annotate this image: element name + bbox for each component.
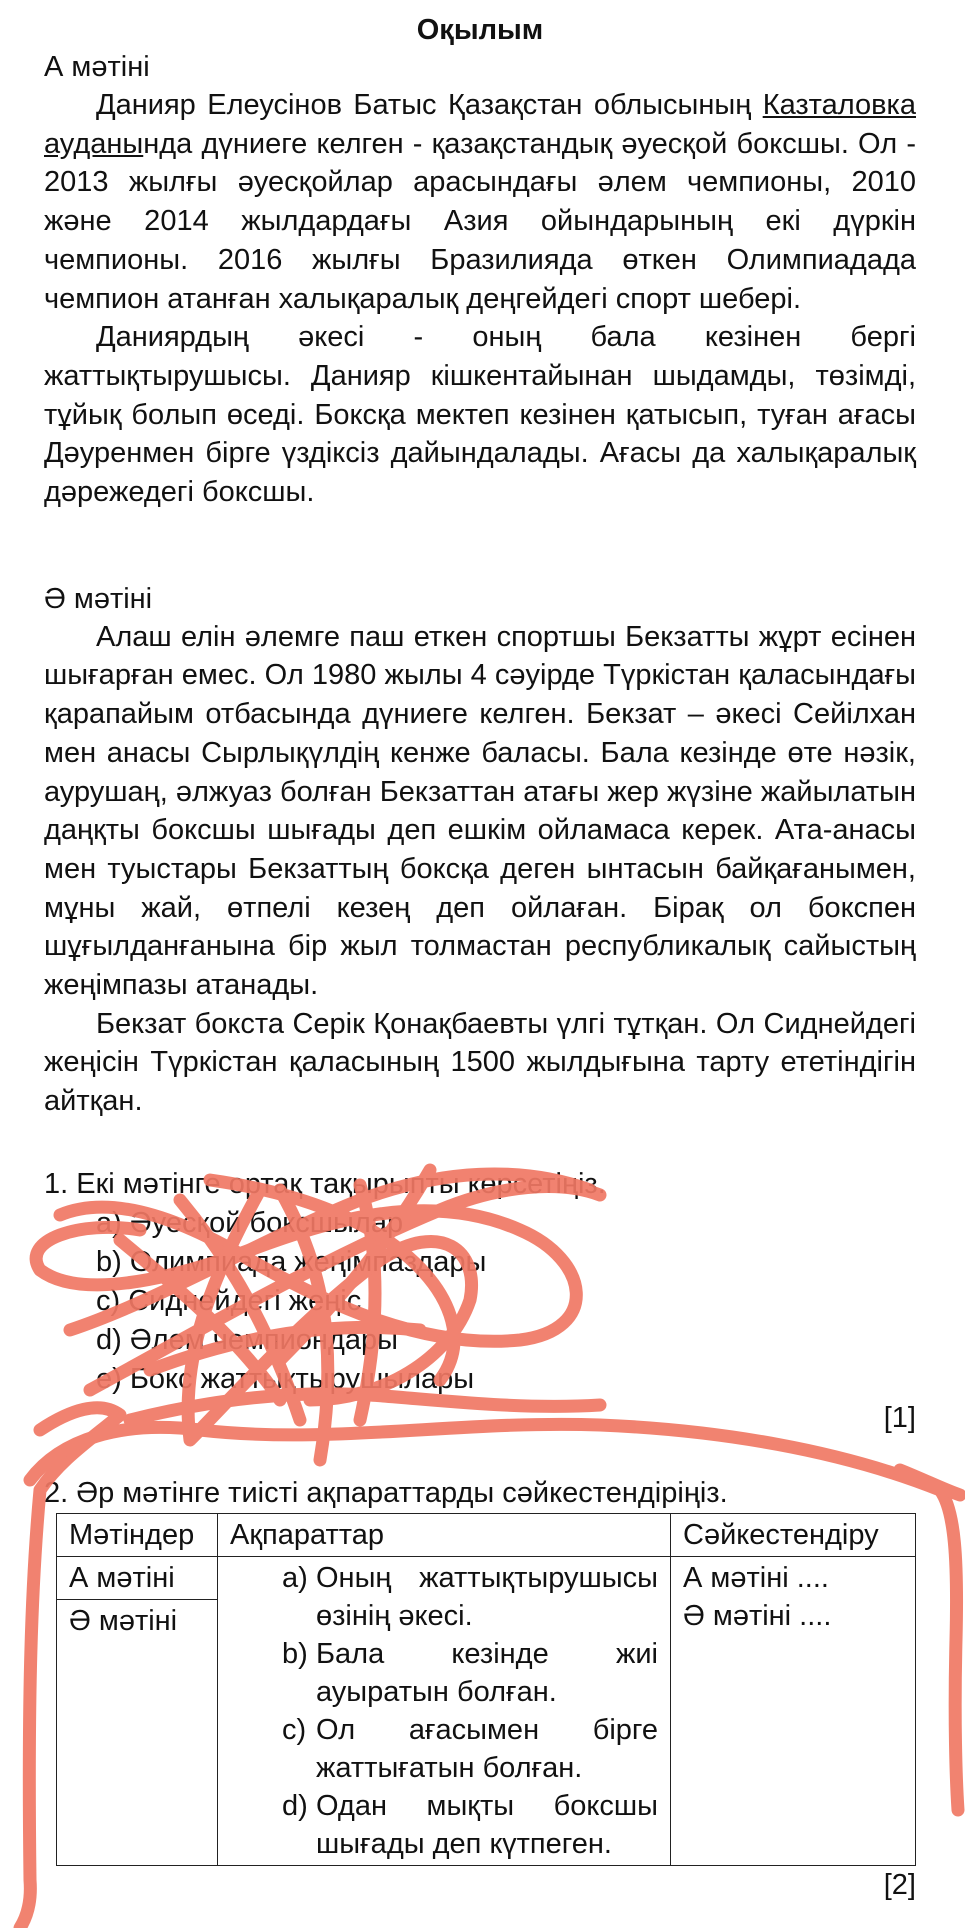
q1-option-a: a) Әуесқой боксшылар — [96, 1206, 404, 1239]
row-text-a: А мәтіні — [57, 1556, 218, 1599]
question-2: 2. Әр мәтінге тиісті ақпараттарды сәйкестендіріңіз. — [44, 1476, 728, 1509]
text-b-label: Ә мәтіні — [44, 582, 153, 615]
text-a-label: А мәтіні — [44, 51, 150, 83]
text-a-p1-start: Данияр Елеусінов Батыс Қазақстан облысының — [96, 89, 763, 121]
info-b: b) Бала кезінде жиі ауыратын болған. — [282, 1637, 658, 1708]
text-a-paragraph-1 — [44, 86, 916, 318]
answer-b[interactable]: Ә мәтіні .... — [683, 1599, 832, 1632]
question-1: 1. Екі мәтінге ортақ тақырыпты көрсетіңіз. — [44, 1167, 606, 1200]
q1-mark: [1] — [883, 1401, 916, 1434]
info-cell — [218, 1556, 671, 1865]
info-a: a) Оның жаттықтырушысы өзінің әкесі. — [282, 1561, 658, 1632]
underlined-district: Казталовка ауданы — [44, 89, 916, 160]
text-a-p1-end: нда дүниеге келген - қазақстандық әуесқой боксшы. Ол - 2013 жылғы әуесқойлар арасындағы әлем чемпионы, 2010 және 2014 жылдардағы Азия ойындарының екі дүркін чемпионы. 2016 жылғы Бразилияда өткен Олимпиадада чемпион атанған халықаралық деңгейдегі спорт шебері. — [44, 127, 916, 315]
text-b-paragraph-1: Алаш елін әлемге паш еткен спортшы Бекзатты жұрт есінен шығарған емес. Ол 1980 жылы 4 сәуірде Түркістан қаласындағы қарапайым отбасында дүниеге келген. Бекзат – әкесі Сейілхан мен анасы Сырлықүлдің кенже баласы. Бала кезінде өте нәзік, аурушаң, әлжуаз болған Бекзаттан атағы жер жүзіне жайылатын даңқты боксшы шығады деп ешкім ойламаса керек. Ата-анасы мен туыстары Бекзаттың боксқа деген ынтасын байқағанымен, мұны жай, өтпелі кезең деп ойлаған. Бірақ ол бокспен шұғылданғанына бір жыл толмастан республикалық сайыстың жеңімпазы атанады. — [44, 620, 916, 1002]
page-title: Оқылым — [416, 14, 544, 46]
info-c: c) Ол ағасымен бірге жаттығатын болған. — [282, 1713, 658, 1784]
text-b-paragraph-2: Бекзат бокста Серік Қонақбаевты үлгі тұтқан. Ол Сиднейдегі жеңісін Түркістан қаласының 1500 жылдығына тарту ететіндігін айтқан. — [44, 1007, 916, 1118]
q1-option-d: d) Әлем чемпиондары — [96, 1323, 398, 1356]
q1-option-c: c) Сиднейдегі жеңіс — [96, 1284, 362, 1317]
info-d: d) Одан мықты боксшы шығады деп күтпеген. — [282, 1789, 658, 1860]
header-info: Ақпараттар — [218, 1513, 671, 1556]
header-texts: Мәтіндер — [57, 1513, 218, 1556]
worksheet — [44, 0, 916, 1905]
text-a-paragraph-2: Даниярдың әкесі - оның бала кезінен бергі жаттықтырушысы. Данияр кішкентайынан шыдамды, төзімді, тұйық болып өседі. Боксқа мектеп кезінен қатысып, туған ағасы Дәуренмен бірге үздіксіз дайындалады. Ағасы да халықаралық дәрежедегі боксшы. — [44, 321, 916, 509]
q1-option-b: b) Олимпиада жеңімпаздары — [96, 1245, 487, 1278]
header-match: Сәйкестендіру — [671, 1513, 916, 1556]
q2-mark: [2] — [883, 1868, 916, 1901]
answer-cell — [671, 1556, 916, 1865]
q1-option-e: e) Бокс жаттықтырушылары — [96, 1362, 475, 1395]
matching-table — [56, 1513, 916, 1866]
answer-a[interactable]: А мәтіні .... — [683, 1561, 829, 1594]
row-text-b: Ә мәтіні — [57, 1600, 218, 1866]
